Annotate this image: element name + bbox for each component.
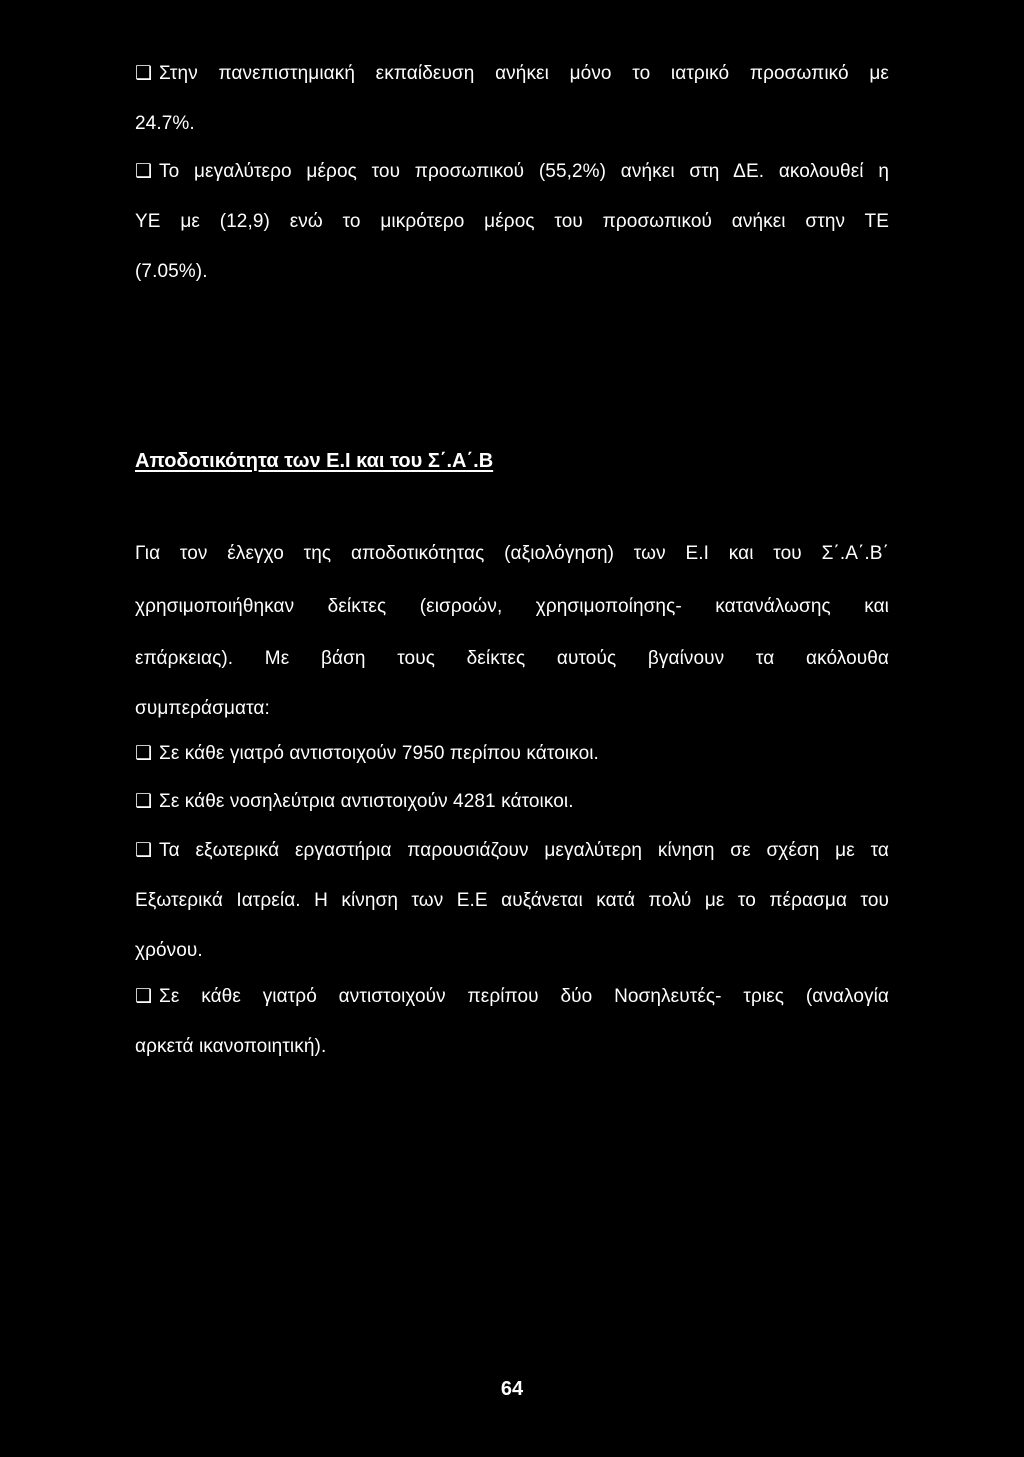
list-item	[135, 61, 889, 87]
list-item-text: Στην πανεπιστημιακή εκπαίδευση ανήκει μόνο το ιατρικό προσωπικό με	[159, 63, 889, 84]
bullet-icon: ❑	[135, 791, 153, 812]
paragraph-line: επάρκειας). Με βάση τους δείκτες αυτούς βγαίνουν τα ακόλουθα	[135, 648, 889, 669]
list-item-text: Σε κάθε γιατρό αντιστοιχούν περίπου δύο Νοσηλευτές- τριες (αναλογία	[159, 986, 889, 1007]
list-item	[135, 984, 889, 1010]
list-item-continuation: (7.05%).	[135, 261, 208, 282]
list-item-continuation: χρόνου.	[135, 940, 203, 961]
list-item-text: Σε κάθε γιατρό αντιστοιχούν 7950 περίπου κάτοικοι.	[159, 743, 599, 764]
bullet-icon: ❑	[135, 986, 153, 1007]
list-item	[135, 838, 889, 864]
list-item-continuation: Εξωτερικά Ιατρεία. Η κίνηση των Ε.Ε αυξάνεται κατά πολύ με το πέρασμα του	[135, 890, 889, 911]
list-item-text: Σε κάθε νοσηλεύτρια αντιστοιχούν 4281 κάτοικοι.	[159, 791, 574, 812]
list-item	[135, 741, 599, 767]
paragraph-line: συμπεράσματα:	[135, 698, 270, 719]
paragraph-line: χρησιμοποιήθηκαν δείκτες (εισροών, χρησιμοποίησης- κατανάλωσης και	[135, 596, 889, 617]
list-item-text: Το μεγαλύτερο μέρος του προσωπικού (55,2%) ανήκει στη ΔΕ. ακολουθεί η	[159, 161, 889, 182]
bullet-icon: ❑	[135, 63, 153, 84]
section-heading: Αποδοτικότητα των Ε.Ι και του Σ΄.Α΄.Β	[135, 450, 494, 472]
list-item-text: Τα εξωτερικά εργαστήρια παρουσιάζουν μεγαλύτερη κίνηση σε σχέση με τα	[159, 840, 889, 861]
list-item	[135, 159, 889, 185]
list-item-continuation: 24.7%.	[135, 113, 195, 134]
page-number: 64	[500, 1378, 524, 1400]
paragraph-line: Για τον έλεγχο της αποδοτικότητας (αξιολόγηση) των Ε.Ι και του Σ΄.Α΄.Β΄	[135, 543, 889, 564]
list-item-continuation: ΥΕ με (12,9) ενώ το μικρότερο μέρος του προσωπικού ανήκει στην ΤΕ	[135, 211, 889, 232]
list-item-continuation: αρκετά ικανοποιητική).	[135, 1036, 327, 1057]
bullet-icon: ❑	[135, 161, 153, 182]
bullet-icon: ❑	[135, 840, 153, 861]
bullet-icon: ❑	[135, 743, 153, 764]
list-item	[135, 789, 574, 815]
